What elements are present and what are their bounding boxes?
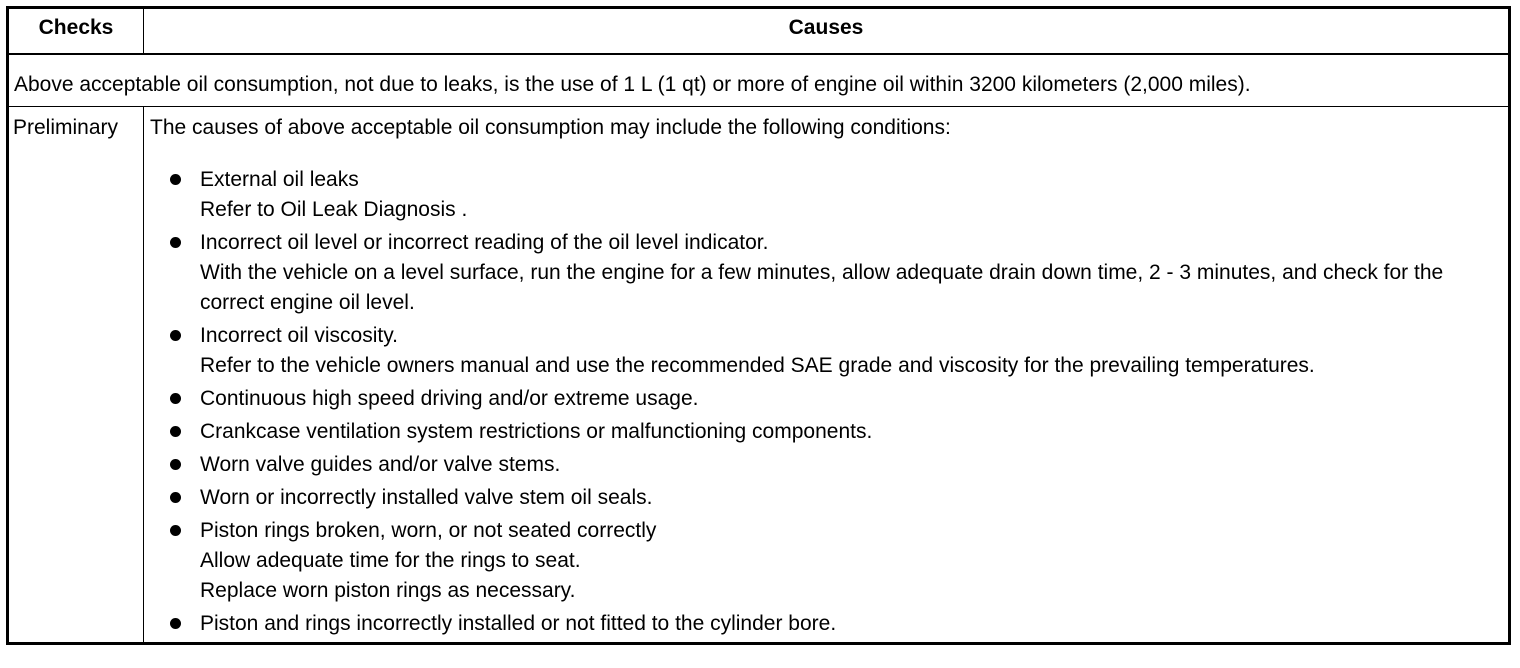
list-item [150, 417, 1504, 447]
bullet-icon [170, 618, 181, 629]
cause-title: External oil leaks [200, 168, 359, 191]
bullet-icon [170, 237, 181, 248]
cause-title: Piston and rings incorrectly installed or not fitted to the cylinder bore. [200, 612, 837, 635]
list-item [150, 450, 1504, 480]
bullet-icon [170, 330, 181, 341]
cause-detail: Refer to Oil Leak Diagnosis . [200, 198, 468, 221]
cause-detail: Replace worn piston rings as necessary. [200, 579, 576, 602]
list-item [150, 609, 1504, 639]
cause-detail: Refer to the vehicle owners manual and use the recommended SAE grade and viscosity for the prevailing temperatures. [200, 354, 1315, 377]
cause-title: Worn valve guides and/or valve stems. [200, 453, 561, 476]
cause-detail: Allow adequate time for the rings to seat. [200, 549, 581, 572]
oil-consumption-diagnosis-table [6, 6, 1511, 645]
list-item [150, 321, 1504, 381]
list-item [150, 384, 1504, 414]
list-item [150, 483, 1504, 513]
cause-title: Worn or incorrectly installed valve stem oil seals. [200, 486, 653, 509]
header-causes: Causes [144, 8, 1510, 55]
bullet-icon [170, 492, 181, 503]
bullet-icon [170, 426, 181, 437]
header-row [8, 8, 1510, 55]
check-label: Preliminary [8, 107, 144, 644]
causes-lead: The causes of above acceptable oil consumption may include the following conditions: [150, 116, 951, 139]
cause-title: Crankcase ventilation system restrictions or malfunctioning components. [200, 420, 873, 443]
header-checks: Checks [8, 8, 144, 55]
cause-title: Incorrect oil level or incorrect reading of the oil level indicator. [200, 231, 769, 254]
bullet-icon [170, 459, 181, 470]
causes-list [150, 165, 1504, 639]
cause-detail: With the vehicle on a level surface, run the engine for a few minutes, allow adequate drain down time, 2 - 3 minutes, and check for the correct engine oil level. [200, 261, 1444, 314]
list-item [150, 516, 1504, 606]
cause-title: Continuous high speed driving and/or extreme usage. [200, 387, 699, 410]
list-item [150, 165, 1504, 225]
intro-text: Above acceptable oil consumption, not due to leaks, is the use of 1 L (1 qt) or more of engine oil within 3200 kilometers (2,000 miles). [8, 54, 1510, 107]
cause-title: Incorrect oil viscosity. [200, 324, 398, 347]
bullet-icon [170, 174, 181, 185]
cause-title: Piston rings broken, worn, or not seated correctly [200, 519, 657, 542]
causes-cell [144, 107, 1510, 644]
list-item [150, 228, 1504, 318]
table-row [8, 107, 1510, 644]
bullet-icon [170, 393, 181, 404]
bullet-icon [170, 525, 181, 536]
intro-row [8, 54, 1510, 107]
